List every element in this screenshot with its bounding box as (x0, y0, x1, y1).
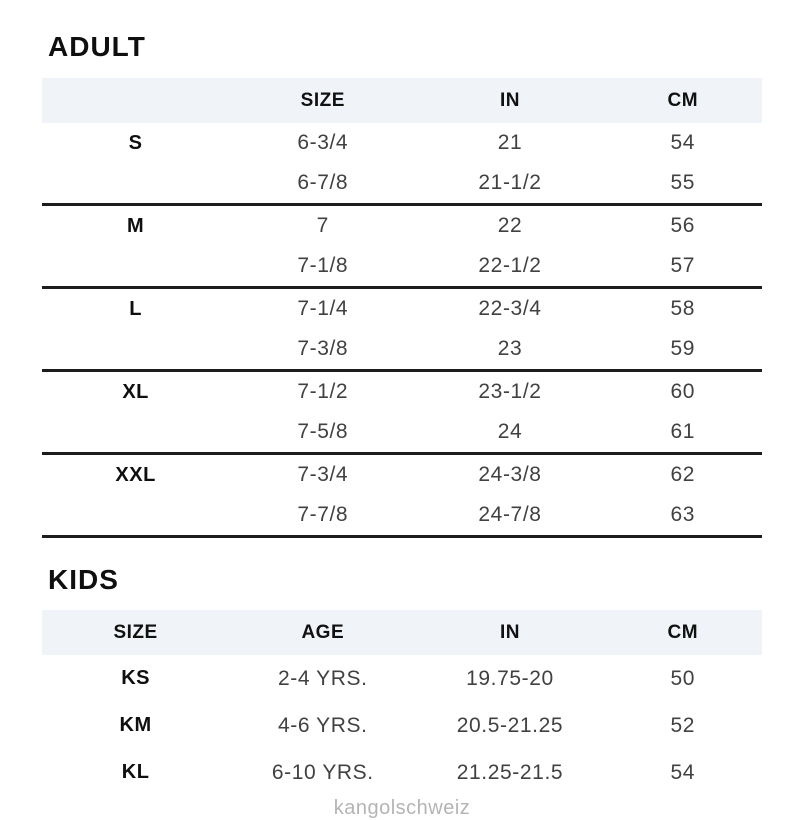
cm-value: 52 (670, 713, 696, 737)
site-watermark: kangolschweiz (333, 797, 471, 819)
size-label: M (127, 214, 145, 237)
table-row (42, 163, 762, 203)
cm-value: 55 (670, 171, 696, 194)
size-group-m (42, 206, 762, 289)
hat-size-value: 6-7/8 (297, 171, 349, 194)
cm-value: 60 (670, 380, 696, 403)
kids-size-table (42, 610, 762, 796)
inches-value: 24-7/8 (478, 503, 542, 526)
cm-value: 56 (670, 214, 696, 237)
kids-table-header-row (42, 610, 762, 655)
age-value: 2-4 YRS. (277, 666, 368, 690)
table-row (42, 749, 762, 796)
inches-value: 21 (497, 131, 523, 154)
table-row (42, 495, 762, 535)
adult-size-table (42, 78, 762, 538)
hat-size-value: 7-3/8 (297, 337, 349, 360)
cm-value: 54 (670, 131, 696, 154)
inches-value: 24-3/8 (478, 463, 542, 486)
table-row (42, 246, 762, 286)
cm-value: 63 (670, 503, 696, 526)
table-row (42, 655, 762, 702)
cm-value: 54 (670, 760, 696, 784)
adult-header-in: IN (499, 89, 520, 111)
table-row (42, 289, 762, 329)
inches-value: 23 (497, 337, 523, 360)
size-label: KS (121, 667, 150, 689)
inches-value: 23-1/2 (478, 380, 542, 403)
adult-header-cm: CM (667, 89, 699, 111)
kids-section-title: KIDS (48, 564, 119, 595)
inches-value: 19.75-20 (466, 666, 554, 690)
inches-value: 21-1/2 (478, 171, 542, 194)
kids-header-in: IN (499, 621, 520, 643)
inches-value: 21.25-21.5 (456, 760, 564, 784)
inches-value: 22-3/4 (478, 297, 542, 320)
size-label: XL (122, 380, 149, 403)
size-group-l (42, 289, 762, 372)
size-group-s (42, 123, 762, 206)
table-row (42, 412, 762, 452)
cm-value: 59 (670, 337, 696, 360)
table-row (42, 123, 762, 163)
cm-value: 57 (670, 254, 696, 277)
hat-size-value: 7-5/8 (297, 420, 349, 443)
hat-size-value: 7-1/2 (297, 380, 349, 403)
table-row (42, 206, 762, 246)
inches-value: 22-1/2 (478, 254, 542, 277)
hat-size-value: 7-7/8 (297, 503, 349, 526)
inches-value: 24 (497, 420, 523, 443)
hat-size-value: 7 (316, 214, 329, 237)
kids-header-size: SIZE (113, 621, 158, 643)
inches-value: 22 (497, 214, 523, 237)
kids-header-cm: CM (667, 621, 699, 643)
hat-size-value: 7-1/8 (297, 254, 349, 277)
adult-table-header-row (42, 78, 762, 123)
size-label: S (128, 131, 143, 154)
table-row (42, 329, 762, 369)
hat-size-value: 7-1/4 (297, 297, 349, 320)
age-value: 4-6 YRS. (277, 713, 368, 737)
adult-section-title: ADULT (48, 31, 146, 62)
table-row (42, 702, 762, 749)
size-label: XXL (115, 463, 156, 486)
size-group-xxl (42, 455, 762, 538)
hat-size-value: 6-3/4 (297, 131, 349, 154)
size-label: KM (119, 714, 152, 736)
cm-value: 58 (670, 297, 696, 320)
table-row (42, 455, 762, 495)
cm-value: 62 (670, 463, 696, 486)
hat-size-value: 7-3/4 (297, 463, 349, 486)
adult-header-size: SIZE (300, 89, 345, 111)
size-label: L (129, 297, 142, 320)
age-value: 6-10 YRS. (271, 760, 374, 784)
cm-value: 61 (670, 420, 696, 443)
cm-value: 50 (670, 666, 696, 690)
kids-header-age: AGE (301, 621, 345, 643)
inches-value: 20.5-21.25 (456, 713, 564, 737)
size-group-xl (42, 372, 762, 455)
size-label: KL (121, 761, 150, 783)
table-row (42, 372, 762, 412)
